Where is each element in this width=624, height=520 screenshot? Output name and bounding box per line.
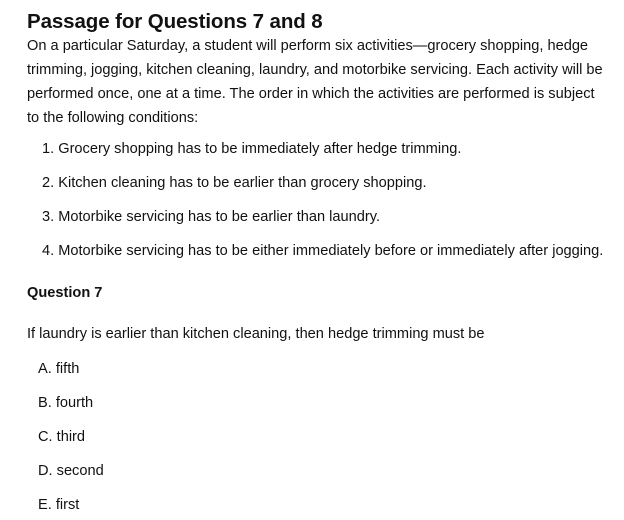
passage-title: Passage for Questions 7 and 8 [27,10,323,33]
passage-text: On a particular Saturday, a student will perform six activities—grocery shopping, hedge trimming, jogging, kitchen cleaning, laundry, and motorbike servicing. Each activity will be performed once, one at a time. The order in which the activities are performed is subject to the following conditions: [27,38,603,126]
conditions-list [27,140,624,260]
condition-item: 2. Kitchen cleaning has to be earlier than grocery shopping. [42,175,427,191]
condition-item: 1. Grocery shopping has to be immediately after hedge trimming. [42,141,462,157]
question-title: Question 7 [27,285,103,301]
answer-option-d[interactable]: D. second [38,463,104,479]
answer-option-a[interactable]: A. fifth [38,361,80,377]
condition-item: 4. Motorbike servicing has to be either immediately before or immediately after jogging. [42,243,604,259]
answer-options [27,360,624,514]
answer-option-e[interactable]: E. first [38,497,80,513]
answer-option-c[interactable]: C. third [38,429,86,445]
question-prompt: If laundry is earlier than kitchen cleaning, then hedge trimming must be [27,326,485,342]
answer-option-b[interactable]: B. fourth [38,395,94,411]
condition-item: 3. Motorbike servicing has to be earlier than laundry. [42,209,380,225]
